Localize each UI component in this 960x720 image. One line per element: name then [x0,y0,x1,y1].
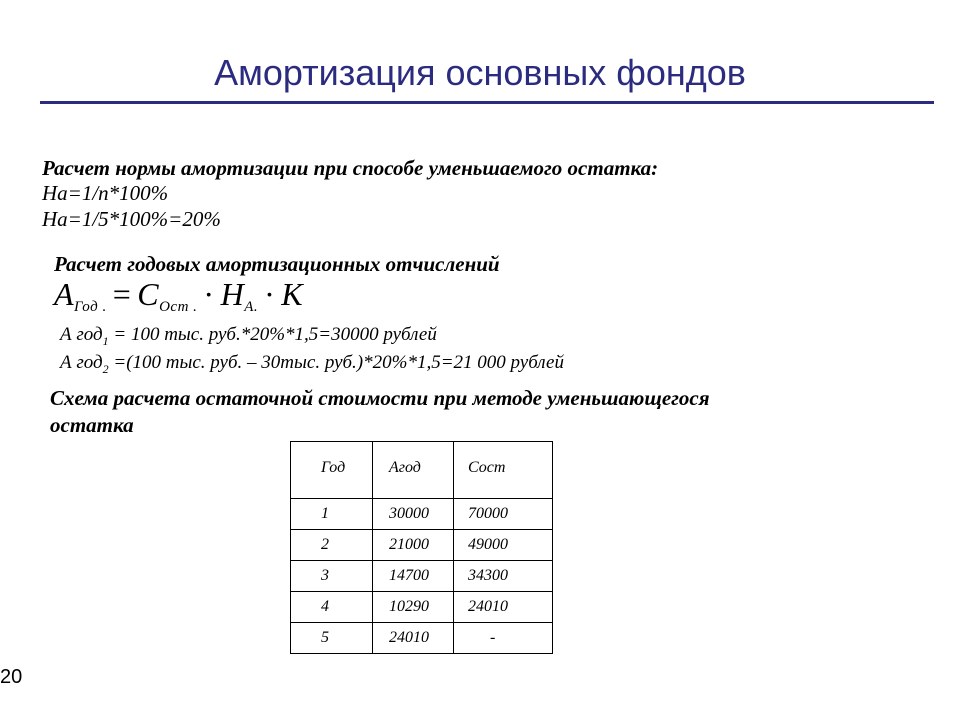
cell-year: 5 [291,623,373,654]
table-header-row [291,442,553,499]
cell-a-year: 24010 [373,623,454,654]
calc2-prefix: А год [60,352,103,373]
calc-year-2 [60,352,564,377]
calc2-sub: 2 [102,361,109,376]
table-row [291,530,553,561]
formula-k: К [281,276,304,312]
table-row [291,499,553,530]
cell-a-year: 21000 [373,530,454,561]
cell-c-residual: 24010 [454,592,553,623]
formula-dot-2: · [264,276,276,312]
table-row [291,592,553,623]
section3-heading-line1: Схема расчета остаточной стоимости при методе уменьшающегося [50,386,710,410]
section2-heading: Расчет годовых амортизационных отчислений [54,252,500,276]
cell-a-year: 30000 [373,499,454,530]
page-title: Амортизация основных фондов [214,52,746,93]
calc1-prefix: А год [60,324,103,345]
residual-value-table [290,441,553,654]
cell-a-year: 10290 [373,592,454,623]
calc-year-1 [60,324,437,349]
cell-year: 3 [291,561,373,592]
calc2-rest: =(100 тыс. руб. – 30тыс. руб.)*20%*1,5=21 000 рублей [108,352,564,373]
norm-calculation: На=1/5*100%=20% [42,207,221,231]
formula-c: C [137,276,160,312]
formula-h: H [220,276,245,312]
norm-formula: На=1/n*100% [42,181,169,205]
cell-year: 4 [291,592,373,623]
section3-heading-line2: остатка [50,413,134,437]
cell-year: 1 [291,499,373,530]
formula-a-sub: Год . [74,299,107,315]
cell-c-residual: 49000 [454,530,553,561]
formula-a: A [54,276,75,312]
cell-a-year: 14700 [373,561,454,592]
header-a-year: Агод [373,442,454,499]
title-divider [40,101,934,104]
table-row [291,561,553,592]
header-year: Год [291,442,373,499]
header-c-residual: Сост [454,442,553,499]
cell-c-residual: 34300 [454,561,553,592]
cell-year: 2 [291,530,373,561]
page-number: 20 [0,666,23,688]
section1-heading: Расчет нормы амортизации при способе уменьшаемого остатка: [42,156,659,180]
depreciation-formula [54,276,303,316]
table-row [291,623,553,654]
formula-h-sub: А. [244,299,259,315]
formula-equals: = [112,276,132,312]
calc1-rest: = 100 тыс. руб.*20%*1,5=30000 рублей [108,324,437,345]
cell-c-residual: - [454,623,553,654]
formula-c-sub: Ост . [159,299,198,315]
calc1-sub: 1 [102,333,109,348]
formula-dot-1: · [203,276,215,312]
cell-c-residual: 70000 [454,499,553,530]
